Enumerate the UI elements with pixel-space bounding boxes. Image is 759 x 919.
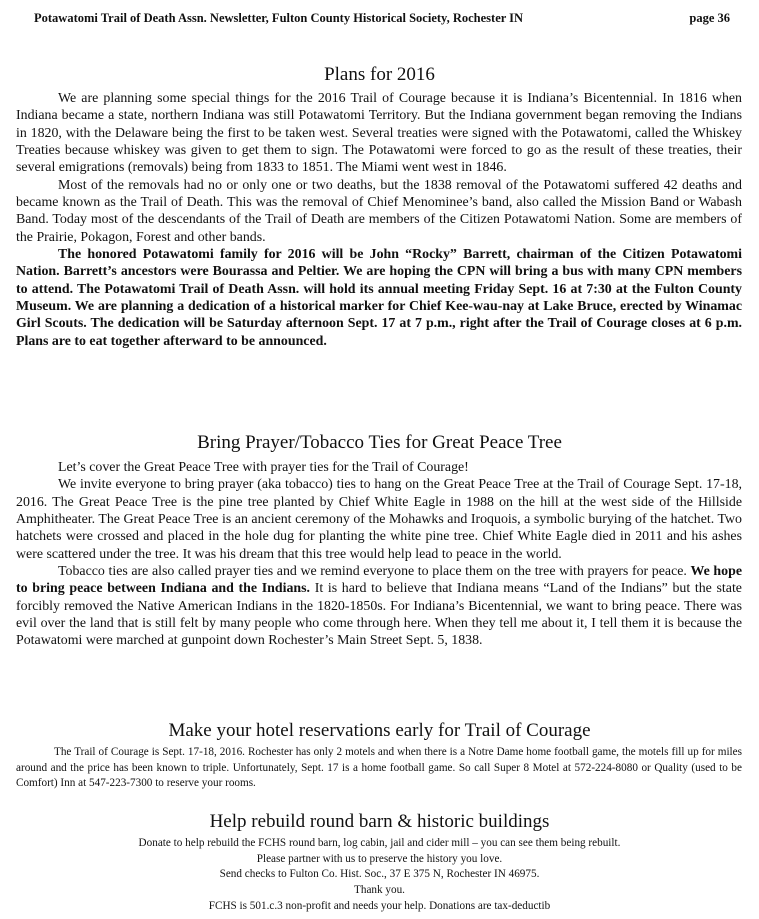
section-title-plans-2016: Plans for 2016 bbox=[324, 64, 435, 85]
section-body-hotel bbox=[16, 745, 742, 792]
page-header bbox=[34, 11, 730, 29]
centered-line: Send checks to Fulton Co. Hist. Soc., 37 E 375 N, Rochester IN 46975. bbox=[219, 868, 540, 881]
paragraph: Let’s cover the Great Peace Tree with prayer ties for the Trail of Courage! bbox=[58, 460, 469, 475]
section-title-round-barn: Help rebuild round barn & historic buildings bbox=[209, 811, 550, 832]
paragraph-text: Tobacco ties are also called prayer ties and we remind everyone to place them on the tree with prayers for peace. bbox=[58, 564, 691, 580]
section-body-plans-2016 bbox=[16, 90, 742, 350]
centered-line: Thank you. bbox=[354, 884, 405, 897]
paragraph: We are planning some special things for the 2016 Trail of Courage because it is Indiana’s Bicentennial. In 1816 when Indiana became a state, northern Indiana was still Potawatomi Territory. But the Indiana government began removing the Indians in 1820, with the Delaware being the first to be taken west. Several treaties were signed with the Potawatomi, called the Whiskey Treaties because whiskey was given to get them to sign. The Potawatomi were forced to go as the result of these treaties, their several emigrations (removals) being from 1833 to 1851. The Miami went west in 1846. bbox=[16, 91, 742, 176]
newsletter-masthead: Potawatomi Trail of Death Assn. Newsletter, Fulton County Historical Society, Rochester IN bbox=[34, 11, 524, 25]
centered-line: Please partner with us to preserve the history you love. bbox=[256, 852, 503, 865]
paragraph: Most of the removals had no or only one or two deaths, but the 1838 removal of the Potawatomi suffered 42 deaths and became known as the Trail of Death. This was the removal of Chief Menominee’s band, also called the Mission Band or Wabash Band. Today most of the descendants of the Trail of Death are members of the Citizen Potawatomi Nation. Some are members of the Prairie, Pokagon, Forest and other bands. bbox=[16, 177, 742, 245]
paragraph: We invite everyone to bring prayer (aka tobacco) ties to hang on the Great Peace Tree at the Trail of Courage Sept. 17-18, 2016. The Great Peace Tree is the pine tree planted by Chief White Eagle in 1988 on the hill at the west side of the Hillside Amphitheater. The Great Peace Tree is an ancient ceremony of the Mohawks and Iroquois, a symbolic burying of the hatchet. Two hatchets were crossed and placed in the hole dug for planting the white pine tree. Chief White Eagle died in 2011 and his ashes were scattered under the tree. It was his dream that this tree would help lead to peace in the world. bbox=[16, 477, 742, 562]
section-body-prayer-ties bbox=[16, 459, 742, 650]
paragraph-bold-text: We hope to bring peace between Indiana and the Indians. bbox=[16, 564, 742, 597]
paragraph bbox=[16, 563, 742, 650]
centered-line: Donate to help rebuild the FCHS round barn, log cabin, jail and cider mill – you can see them being rebuilt. bbox=[138, 837, 621, 849]
section-body-round-barn bbox=[0, 836, 759, 915]
centered-line: FCHS is 501.c.3 non-profit and needs your help. Donations are tax-deductib bbox=[208, 899, 551, 912]
paragraph-bold: The honored Potawatomi family for 2016 will be John “Rocky” Barrett, chairman of the Citizen Potawatomi Nation. Barrett’s ancestors were Bourassa and Peltier. We are hoping the CPN will bring a bus with many CPN members to attend. The Potawatomi Trail of Death Assn. will hold its annual meeting Friday Sept. 16 at 7:30 at the Fulton County Museum. We are planning a dedication of a historical marker for Chief Kee-wau-nay at Lake Bruce, erected by Winamac Girl Scouts. The dedication will be Saturday afternoon Sept. 17 at 7 p.m., right after the Trail of Courage closes at 6 p.m. Plans are to eat together afterward to be announced. bbox=[16, 247, 742, 349]
paragraph: The Trail of Courage is Sept. 17-18, 2016. Rochester has only 2 motels and when there is a Notre Dame home football game, the motels fill up for miles around and the price has been known to triple. Unfortunately, Sept. 17 is a home football game. So call Super 8 Motel at 572-224-8080 or Quality (used to be Comfort) Inn at 547-223-7300 to reserve your rooms. bbox=[16, 746, 742, 790]
paragraph-text: It is hard to believe that Indiana means “Land of the Indians” but the state forcibly removed the Native American Indians in the 1820-1850s. For Indiana’s Bicentennial, we want to bring peace. There was evil over the land that is still felt by many people who come through here. When they tell me about it, I tell them it is because the Potawatomi were marched at gunpoint down Rochester’s Main Street Sept. 5, 1838. bbox=[16, 581, 742, 649]
section-title-prayer-ties: Bring Prayer/Tobacco Ties for Great Peace Tree bbox=[197, 432, 562, 453]
page-number: page 36 bbox=[689, 11, 730, 25]
section-title-hotel: Make your hotel reservations early for Trail of Courage bbox=[168, 720, 591, 741]
